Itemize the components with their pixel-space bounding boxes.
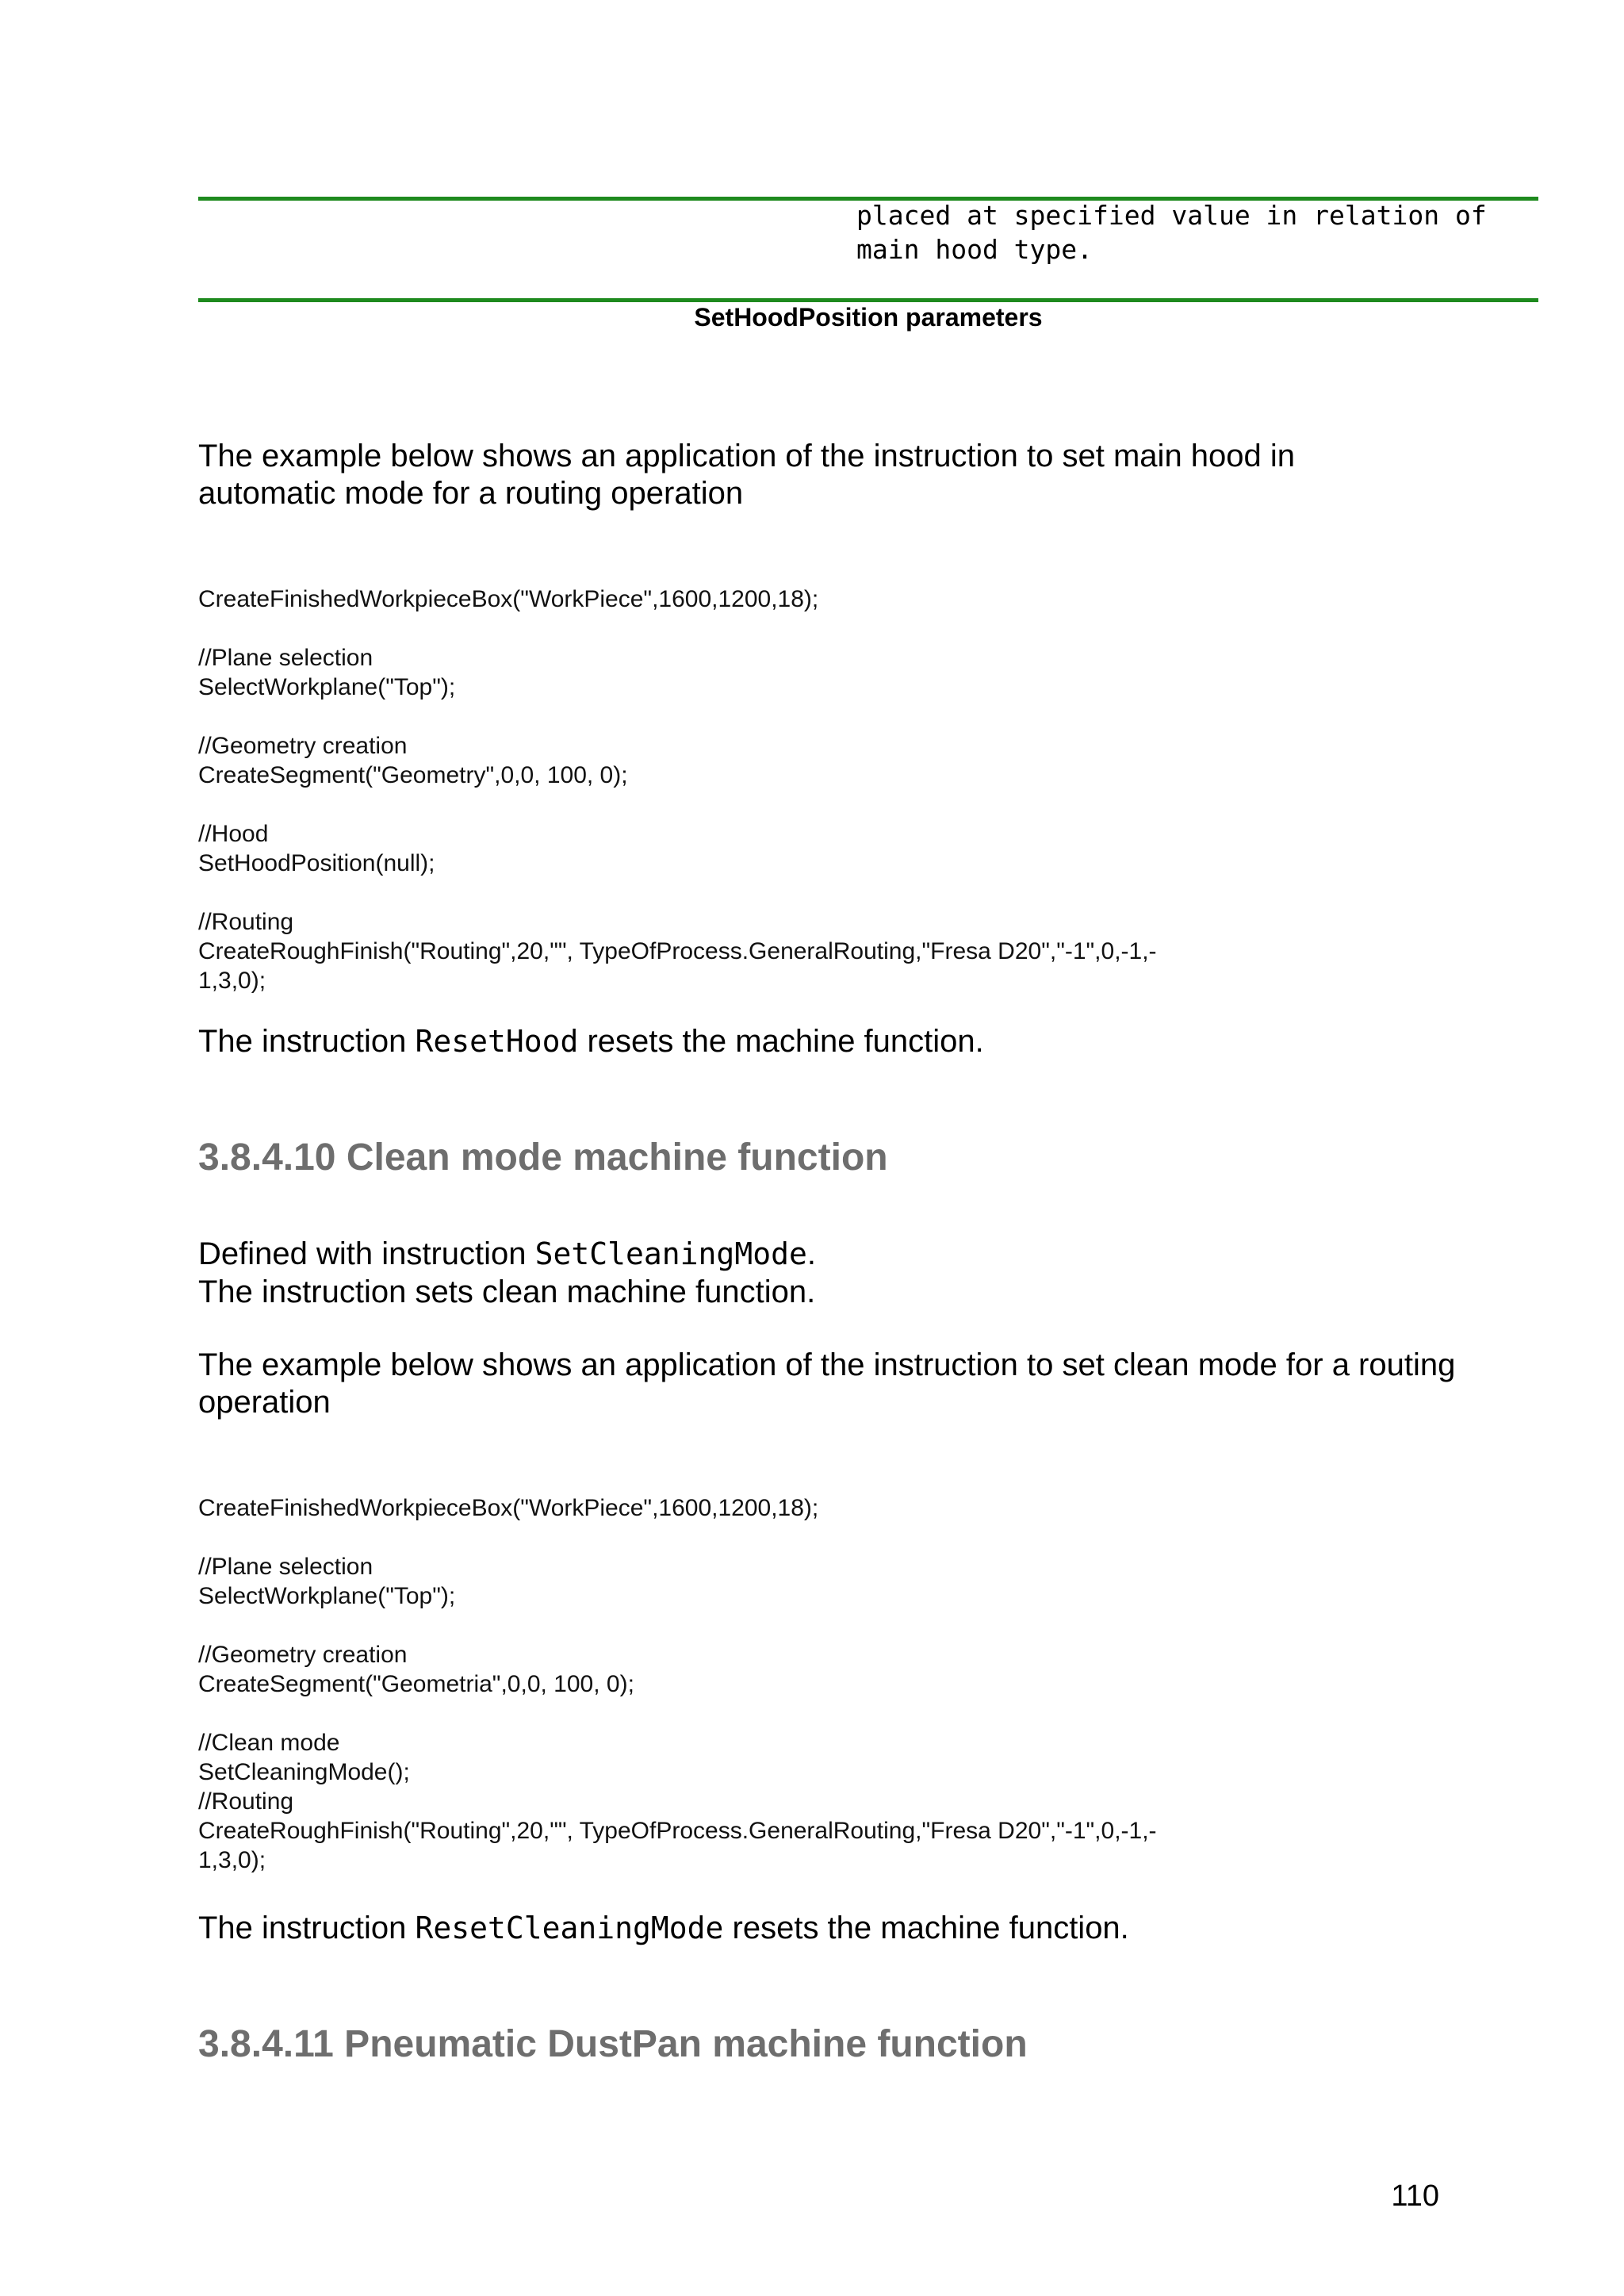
clean-mode-heading: 3.8.4.10 Clean mode machine function [198, 1137, 888, 1179]
clean-reset-suffix: resets the machine function. [723, 1911, 1129, 1945]
hood-example-intro: The example below shows an application of the instruction to set main hood in automatic mode for a routing operation [198, 439, 1296, 511]
dustpan-heading: 3.8.4.11 Pneumatic DustPan machine function [198, 2023, 1028, 2065]
table-caption: SetHoodPosition parameters [694, 303, 1043, 332]
clean-code-block: CreateFinishedWorkpieceBox("WorkPiece",1600,1200,18); //Plane selection SelectWorkplane("Top"); //Geometry creation CreateSegment("Geometria",0,0, 100, 0); //Clean mode SetCleaningMode(); //Routing CreateRoughFinish("Routing",20,"", TypeOfProcess.GeneralRouting,"Fresa D20","-1",0,-1,- 1,3,0); [198, 1495, 1157, 1873]
table-cell-description: placed at specified value in relation of main hood type. [856, 200, 1487, 265]
clean-defined-prefix: Defined with instruction [198, 1236, 535, 1271]
clean-defined-line [198, 1236, 1538, 1273]
clean-sets-line: The instruction sets clean machine function. [198, 1274, 816, 1309]
hood-reset-prefix: The instruction [198, 1024, 416, 1059]
table-bottom-rule [198, 298, 1538, 302]
hood-reset-line [198, 1023, 1538, 1060]
clean-defined-code: SetCleaningMode [534, 1236, 807, 1271]
clean-reset-code: ResetCleaningMode [415, 1911, 724, 1945]
clean-example-intro: The example below shows an application of the instruction to set clean mode for a routing operation [198, 1347, 1456, 1420]
hood-reset-code: ResetHood [415, 1024, 579, 1059]
hood-reset-suffix: resets the machine function. [578, 1024, 984, 1059]
clean-defined-suffix: . [806, 1236, 816, 1271]
clean-reset-line [198, 1910, 1538, 1947]
page-number: 110 [1391, 2179, 1439, 2213]
clean-reset-prefix: The instruction [198, 1911, 416, 1945]
hood-code-block: CreateFinishedWorkpieceBox("WorkPiece",1600,1200,18); //Plane selection SelectWorkplane("Top"); //Geometry creation CreateSegment("Geometry",0,0, 100, 0); //Hood SetHoodPosition(null); //Routing CreateRoughFinish("Routing",20,"", TypeOfProcess.GeneralRouting,"Fresa D20","-1",0,-1,- 1,3,0); [198, 586, 1157, 994]
